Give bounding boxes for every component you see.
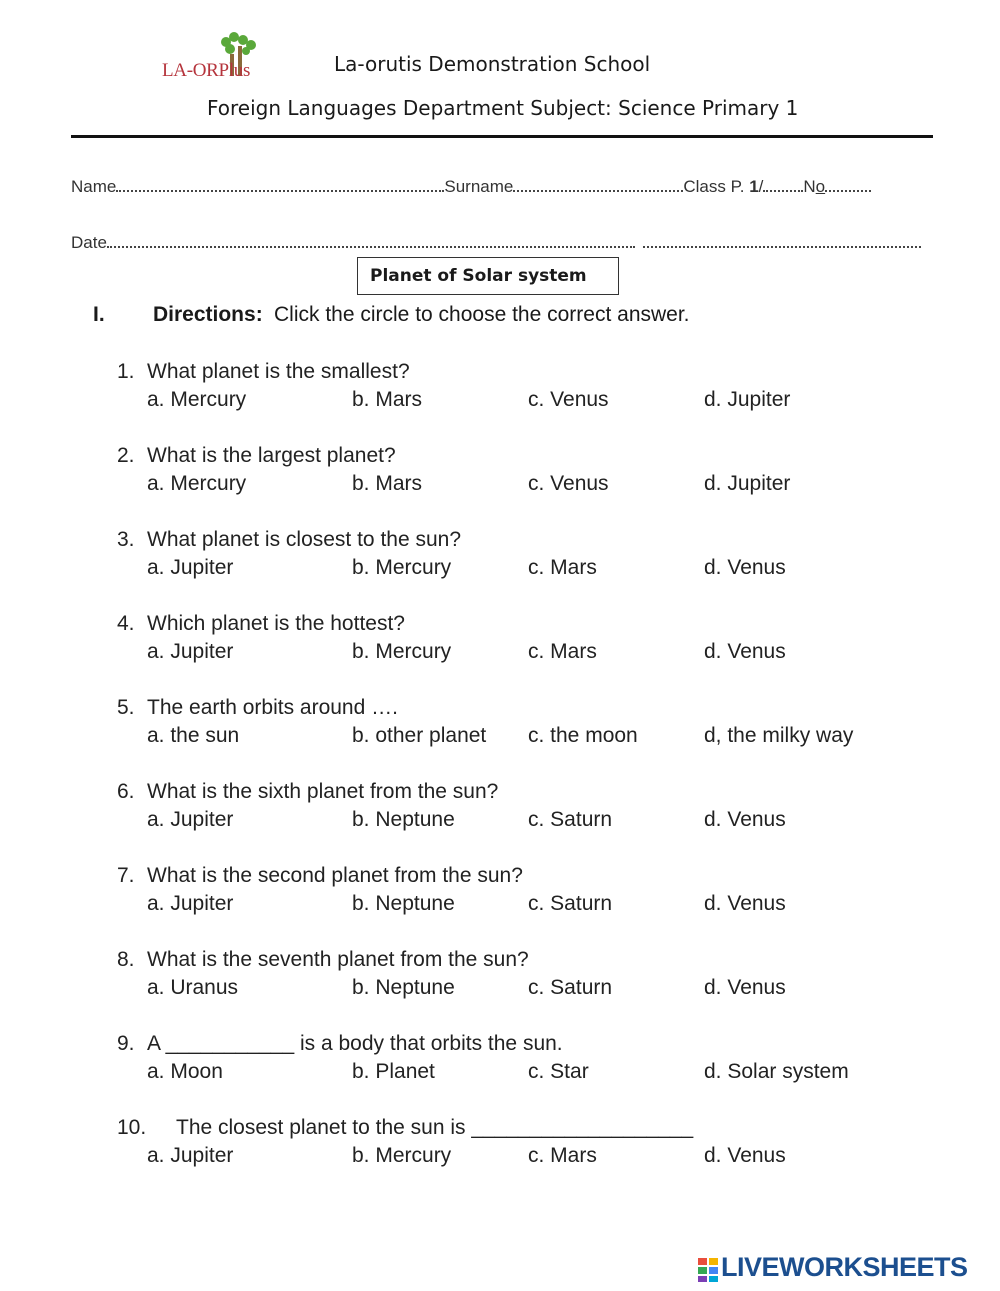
class-number-blank[interactable]	[763, 175, 803, 192]
directions-label: Directions:	[153, 303, 263, 326]
header-divider	[71, 135, 933, 138]
question-text: What is the largest planet?	[147, 444, 396, 467]
answer-option[interactable]: d. Solar system	[704, 1060, 849, 1083]
question-number: 1.	[117, 360, 135, 383]
answer-option[interactable]: c. Saturn	[528, 892, 613, 915]
answer-option[interactable]: d. Venus	[704, 556, 786, 579]
worksheet-title: Planet of Solar system	[370, 266, 587, 286]
no-label-n: N	[803, 177, 816, 196]
answer-option[interactable]: b. Neptune	[352, 808, 455, 831]
question-number: 10.	[117, 1116, 147, 1139]
answer-option[interactable]: b. Mercury	[352, 640, 452, 663]
question-number: 6.	[117, 780, 135, 803]
question-text: The earth orbits around ….	[147, 696, 398, 719]
answer-option[interactable]: b. Mars	[352, 472, 423, 495]
class-label: Class P.	[683, 177, 745, 196]
name-blank[interactable]	[116, 175, 444, 192]
question-text: What is the seventh planet from the sun?	[147, 948, 529, 971]
answer-option[interactable]: c. the moon	[528, 724, 638, 747]
question-number: 2.	[117, 444, 135, 467]
answer-option[interactable]: a. Uranus	[147, 976, 239, 999]
answer-option[interactable]: a. the sun	[147, 724, 240, 747]
answer-option[interactable]: d. Venus	[704, 976, 786, 999]
directions-text: Click the circle to choose the correct answer.	[274, 303, 690, 326]
department-subject: Foreign Languages Department Subject: Science Primary 1	[207, 96, 799, 120]
answer-option[interactable]: a. Mercury	[147, 472, 247, 495]
answer-option[interactable]: d. Jupiter	[704, 472, 791, 495]
answer-option[interactable]: a. Jupiter	[147, 892, 234, 915]
answer-option[interactable]: c. Venus	[528, 388, 609, 411]
school-name: La-orutis Demonstration School	[334, 52, 651, 76]
brand-blocks-icon	[698, 1258, 718, 1282]
answer-option[interactable]: c. Saturn	[528, 808, 613, 831]
answer-option[interactable]: d. Venus	[704, 1144, 786, 1167]
answer-option[interactable]: c. Star	[528, 1060, 589, 1083]
answer-option[interactable]: d. Jupiter	[704, 388, 791, 411]
date-blank[interactable]	[107, 231, 635, 248]
answer-option[interactable]: d. Venus	[704, 640, 786, 663]
answer-option[interactable]: b. other planet	[352, 724, 487, 747]
class-value: 1	[749, 177, 759, 196]
answer-option[interactable]: c. Saturn	[528, 976, 613, 999]
answer-option[interactable]: b. Planet	[352, 1060, 435, 1083]
question-text: What planet is the smallest?	[147, 360, 410, 383]
question-number: 3.	[117, 528, 135, 551]
number-blank[interactable]	[825, 175, 871, 192]
question-number: 7.	[117, 864, 135, 887]
logo-text: LA-ORPlus	[162, 60, 251, 81]
name-label: Name	[71, 177, 117, 196]
answer-option[interactable]: b. Mercury	[352, 556, 452, 579]
answer-option[interactable]: c. Mars	[528, 640, 597, 663]
date-label: Date	[71, 233, 107, 252]
question-text: What planet is closest to the sun?	[147, 528, 462, 551]
answer-option[interactable]: a. Mercury	[147, 388, 247, 411]
date-row	[71, 231, 921, 253]
surname-blank[interactable]	[513, 175, 683, 192]
extra-blank[interactable]	[643, 231, 921, 248]
directions	[93, 303, 690, 327]
answer-option[interactable]: b. Neptune	[352, 976, 455, 999]
answer-option[interactable]: b. Neptune	[352, 892, 455, 915]
class-slash: /	[758, 177, 764, 196]
answer-option[interactable]: a. Jupiter	[147, 1144, 234, 1167]
question-text: What is the second planet from the sun?	[147, 864, 523, 887]
question-text: The closest planet to the sun is ___________________	[176, 1116, 694, 1139]
question-number: 9.	[117, 1032, 135, 1055]
question-number: 8.	[117, 948, 135, 971]
surname-label: Surname	[444, 177, 514, 196]
answer-option[interactable]: d. Venus	[704, 892, 786, 915]
answer-option[interactable]: c. Venus	[528, 472, 609, 495]
answer-option[interactable]: b. Mercury	[352, 1144, 452, 1167]
answer-option[interactable]: b. Mars	[352, 388, 423, 411]
answer-option[interactable]: a. Jupiter	[147, 556, 234, 579]
answer-option[interactable]: c. Mars	[528, 1144, 597, 1167]
student-info-row	[71, 175, 871, 197]
answer-option[interactable]: a. Jupiter	[147, 640, 234, 663]
answer-option[interactable]: a. Jupiter	[147, 808, 234, 831]
question-number: 4.	[117, 612, 135, 635]
question-number: 5.	[117, 696, 135, 719]
worksheet-title-box	[357, 257, 619, 295]
school-logo	[162, 32, 287, 87]
question-text: A ___________ is a body that orbits the sun.	[147, 1032, 563, 1055]
answer-option[interactable]: d. Venus	[704, 808, 786, 831]
question-text: What is the sixth planet from the sun?	[147, 780, 499, 803]
question-text: Which planet is the hottest?	[147, 612, 405, 635]
section-number: I.	[93, 303, 105, 326]
no-label-o: o	[815, 177, 826, 196]
answer-option[interactable]: a. Moon	[147, 1060, 223, 1083]
answer-option[interactable]: c. Mars	[528, 556, 597, 579]
answer-option[interactable]: d, the milky way	[704, 724, 854, 747]
brand-text: LIVEWORKSHEETS	[721, 1252, 968, 1282]
